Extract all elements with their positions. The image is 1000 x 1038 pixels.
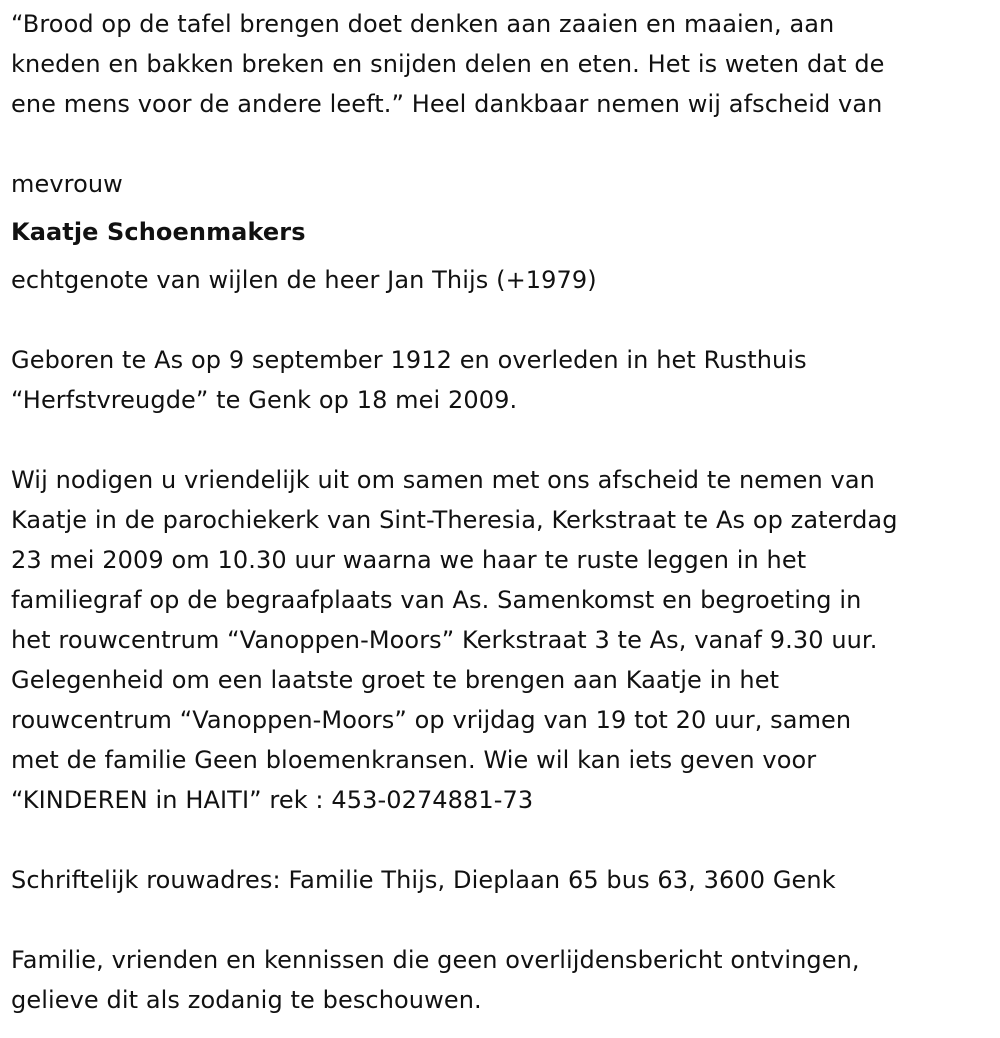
- quote-paragraph: [11, 4, 996, 124]
- paragraph-gap: [11, 820, 996, 860]
- deceased-name: Kaatje Schoenmakers: [11, 218, 306, 246]
- obituary-document: [11, 4, 996, 1020]
- birth-death-paragraph: [11, 340, 996, 420]
- closing-paragraph: [11, 940, 996, 1020]
- birth-death-line: Geboren te As op 9 september 1912 en overleden in het Rusthuis: [11, 346, 807, 374]
- paragraph-gap: [11, 124, 996, 164]
- address-paragraph: [11, 860, 996, 900]
- ceremony-line: familiegraf op de begraafplaats van As. Samenkomst en begroeting in: [11, 586, 862, 614]
- paragraph-gap: [11, 900, 996, 940]
- ceremony-paragraph: [11, 460, 996, 820]
- paragraph-gap: [11, 420, 996, 460]
- closing-line: Familie, vrienden en kennissen die geen overlijdensbericht ontvingen,: [11, 946, 860, 974]
- quote-line: kneden en bakken breken en snijden delen en eten. Het is weten dat de: [11, 50, 885, 78]
- quote-line: “Brood op de tafel brengen doet denken aan zaaien en maaien, aan: [11, 10, 835, 38]
- ceremony-line: Gelegenheid om een laatste groet te brengen aan Kaatje in het: [11, 666, 780, 694]
- ceremony-line: met de familie Geen bloemenkransen. Wie wil kan iets geven voor: [11, 746, 817, 774]
- ceremony-line: het rouwcentrum “Vanoppen-Moors” Kerkstraat 3 te As, vanaf 9.30 uur.: [11, 626, 878, 654]
- ceremony-line: 23 mei 2009 om 10.30 uur waarna we haar te ruste leggen in het: [11, 546, 807, 574]
- birth-death-line: “Herfstvreugde” te Genk op 18 mei 2009.: [11, 386, 518, 414]
- quote-line: ene mens voor de andere leeft.” Heel dankbaar nemen wij afscheid van: [11, 90, 883, 118]
- spouse-line: echtgenote van wijlen de heer Jan Thijs (+1979): [11, 266, 597, 294]
- ceremony-line: “KINDEREN in HAITI” rek : 453-0274881-73: [11, 786, 534, 814]
- person-block: [11, 164, 996, 300]
- paragraph-gap: [11, 300, 996, 340]
- ceremony-line: rouwcentrum “Vanoppen-Moors” op vrijdag van 19 tot 20 uur, samen: [11, 706, 852, 734]
- ceremony-line: Wij nodigen u vriendelijk uit om samen met ons afscheid te nemen van: [11, 466, 875, 494]
- ceremony-line: Kaatje in de parochiekerk van Sint-Theresia, Kerkstraat te As op zaterdag: [11, 506, 898, 534]
- honorific: mevrouw: [11, 170, 123, 198]
- closing-line: gelieve dit als zodanig te beschouwen.: [11, 986, 482, 1014]
- mourning-address: Schriftelijk rouwadres: Familie Thijs, Dieplaan 65 bus 63, 3600 Genk: [11, 866, 836, 894]
